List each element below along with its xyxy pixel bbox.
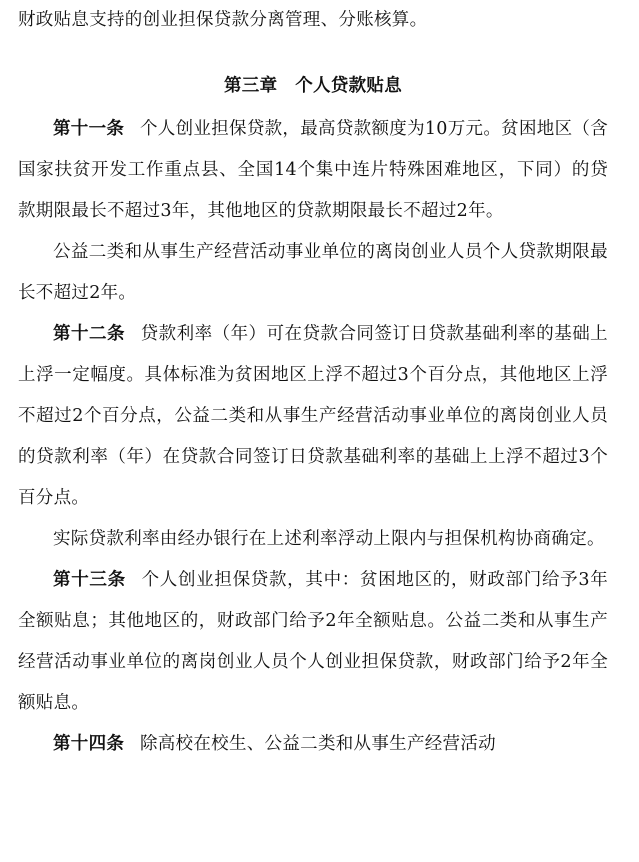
article-11-paragraph-1 <box>18 109 608 232</box>
article-14-label: 第十四条 <box>53 734 125 754</box>
article-11-label: 第十一条 <box>53 119 125 139</box>
article-13-label: 第十三条 <box>53 570 126 590</box>
document-body <box>18 0 608 765</box>
article-11-text-1: 个人创业担保贷款，最高贷款额度为10万元。贫困地区（含国家扶贫开发工作重点县、全国14个集中连片特殊困难地区，下同）的贷款期限最长不超过3年，其他地区的贷款期限最长不超过2年。 <box>18 119 608 221</box>
article-13-paragraph-1 <box>18 560 608 724</box>
chapter-title: 第三章 个人贷款贴息 <box>224 76 402 96</box>
continuation-paragraph: 财政贴息支持的创业担保贷款分离管理、分账核算。 <box>18 10 428 30</box>
article-14-paragraph-1 <box>18 724 608 765</box>
article-14-text-1: 除高校在校生、公益二类和从事生产经营活动 <box>139 734 496 754</box>
article-12-label: 第十二条 <box>53 324 125 344</box>
article-13-text-1: 个人创业担保贷款，其中：贫困地区的，财政部门给予3年全额贴息；其他地区的，财政部门给予2年全额贴息。公益二类和从事生产经营活动事业单位的离岗创业人员个人创业担保贷款，财政部门给予2年全额贴息。 <box>18 570 609 713</box>
article-11-paragraph-2: 公益二类和从事生产经营活动事业单位的离岗创业人员个人贷款期限最长不超过2年。 <box>18 242 608 303</box>
article-12-paragraph-1 <box>18 314 608 519</box>
article-12-text-1: 贷款利率（年）可在贷款合同签订日贷款基础利率的基础上上浮一定幅度。具体标准为贫困地区上浮不超过3个百分点，其他地区上浮不超过2个百分点，公益二类和从事生产经营活动事业单位的离岗创业人员的贷款利率（年）在贷款合同签订日贷款基础利率的基础上上浮不超过3个百分点。 <box>18 324 608 508</box>
article-12-paragraph-2: 实际贷款利率由经办银行在上述利率浮动上限内与担保机构协商确定。 <box>53 529 605 549</box>
